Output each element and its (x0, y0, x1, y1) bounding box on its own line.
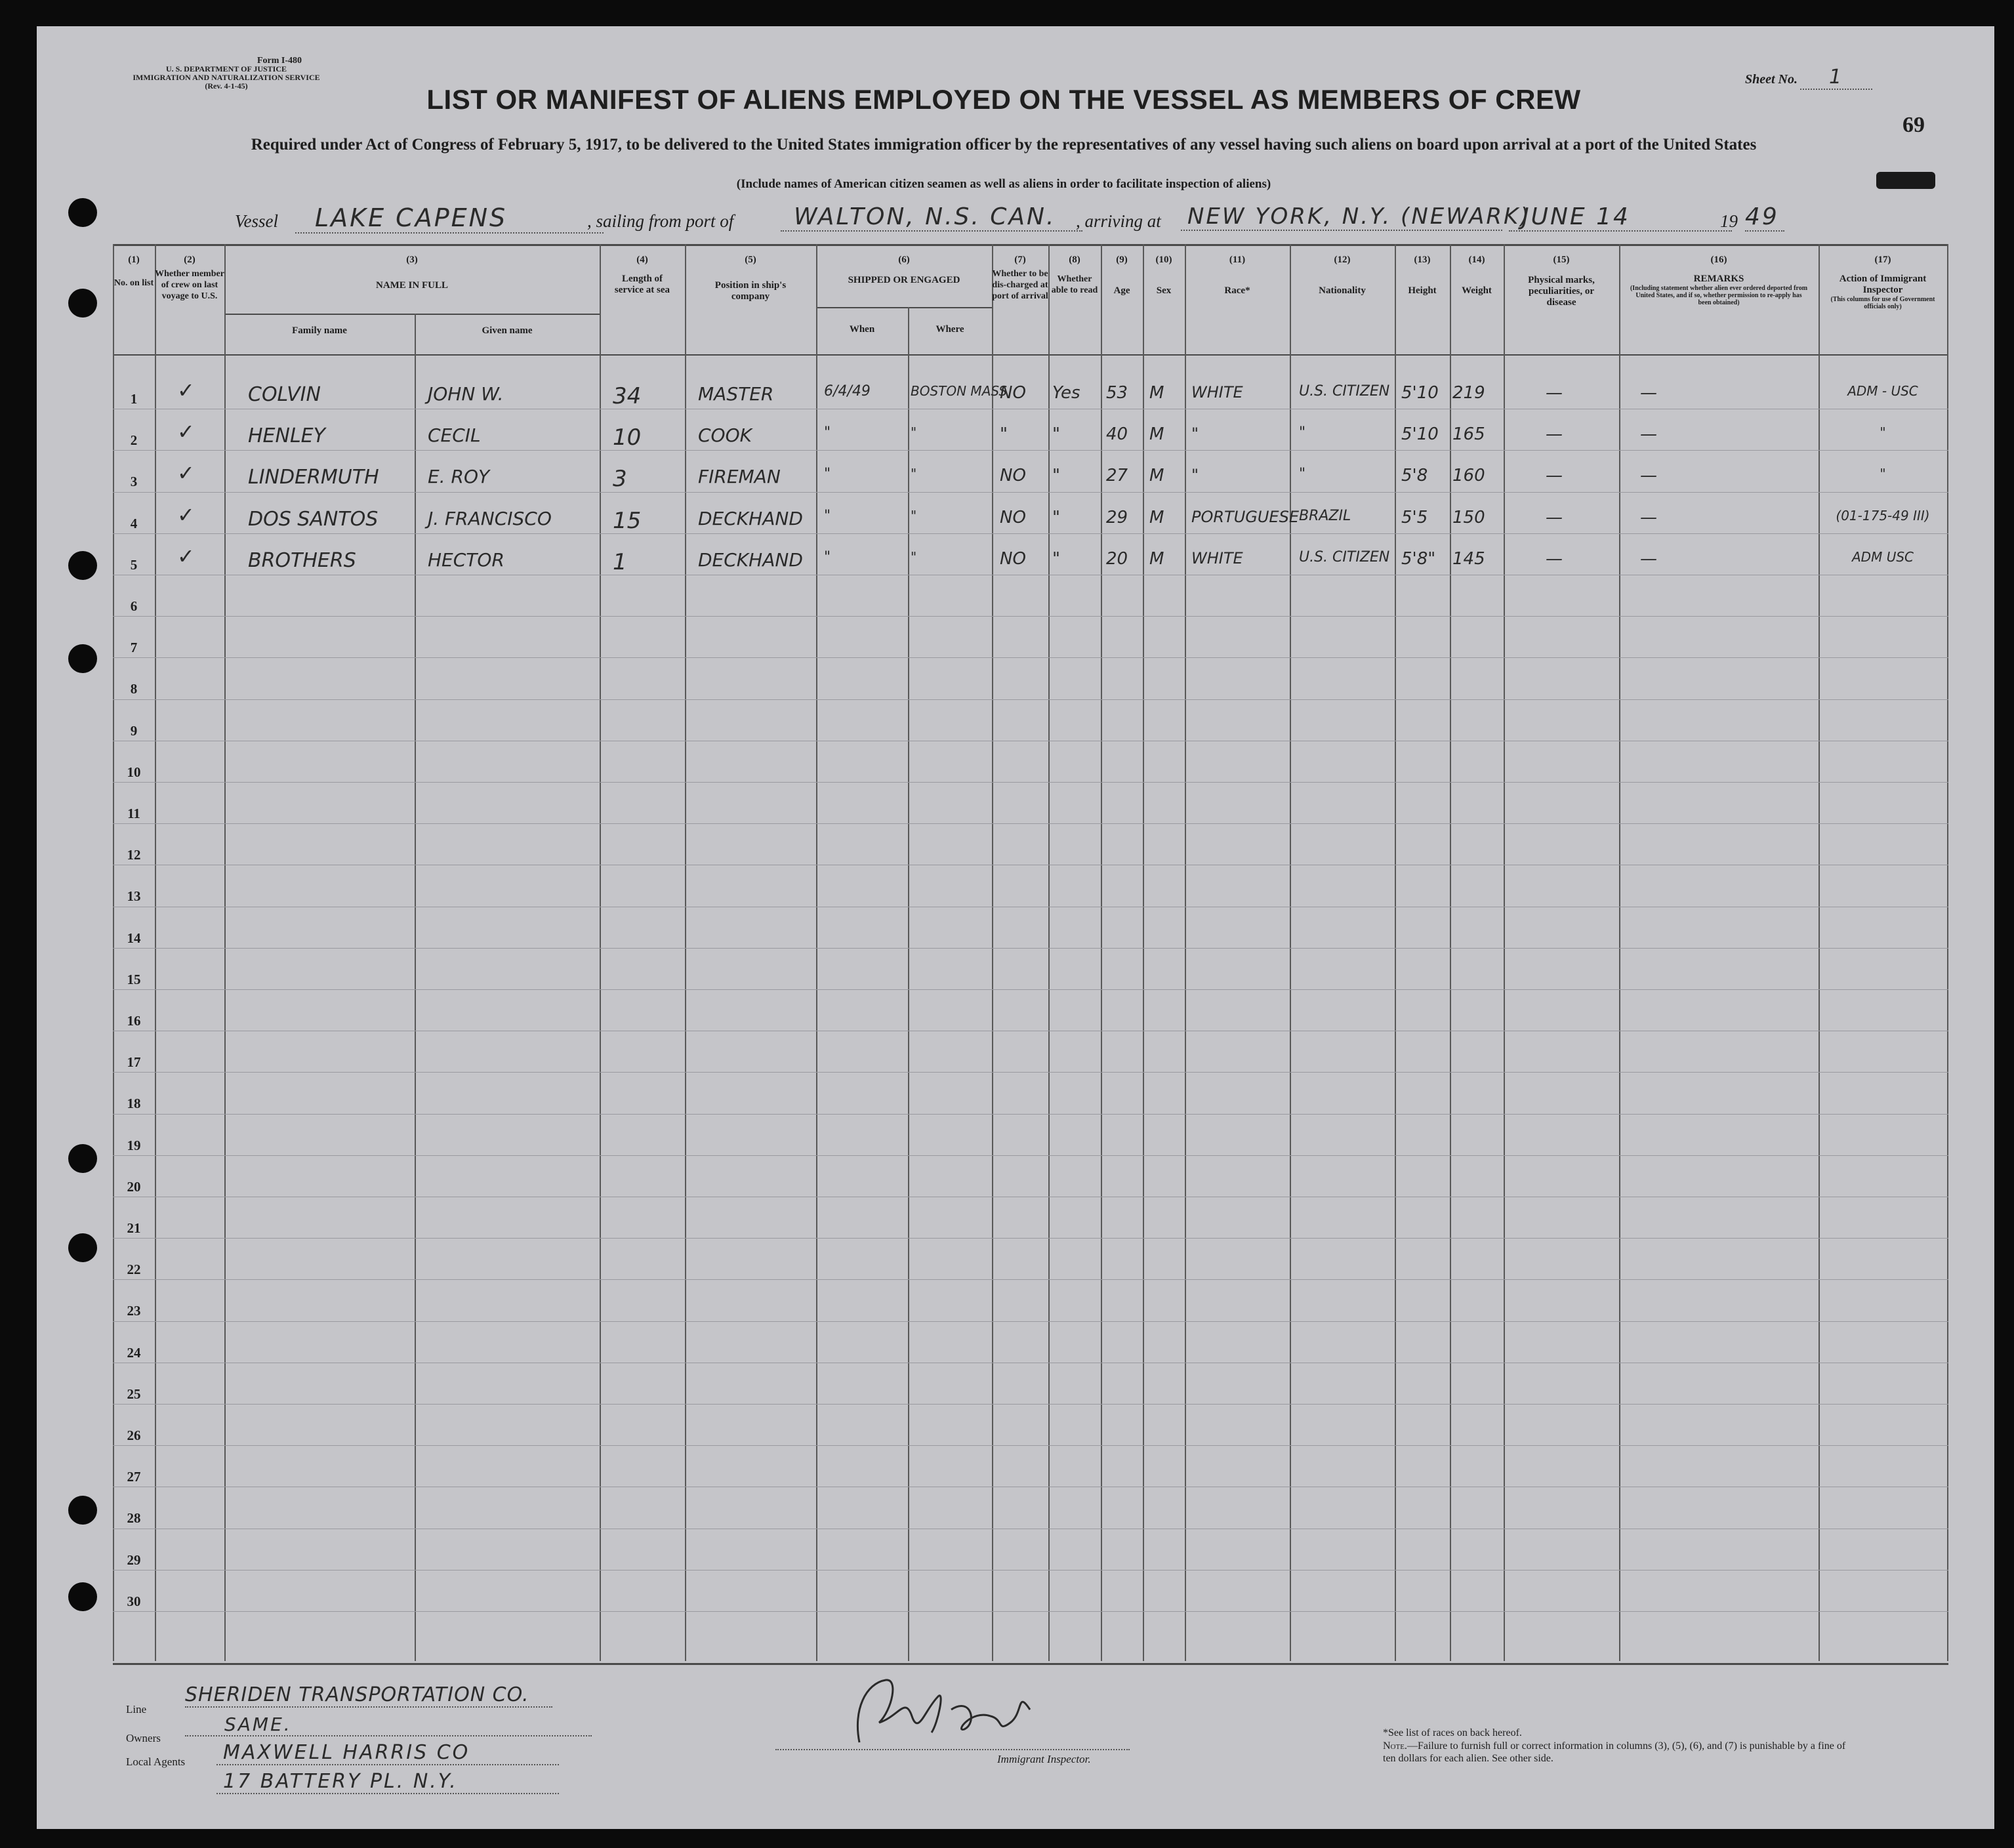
crew-discharged-cell: NO (1000, 508, 1026, 527)
row-number: 7 (130, 640, 138, 655)
column-divider (1450, 244, 1451, 1661)
column-divider (1048, 244, 1050, 1661)
col4-header: (4) Length of service at sea (614, 255, 670, 295)
column-divider (992, 244, 993, 1661)
row-number: 15 (127, 972, 141, 987)
row-rule (113, 1155, 1948, 1156)
binder-hole (68, 1144, 97, 1173)
column-divider (685, 244, 686, 1661)
row-number: 2 (130, 432, 138, 448)
col12-header: (12) Nationality (1319, 255, 1366, 296)
crew-position-cell: DECKHAND (698, 508, 803, 529)
crew-family-cell: DOS SANTOS (248, 508, 379, 531)
crew-given-cell: J. FRANCISCO (428, 508, 552, 529)
binder-hole (68, 289, 97, 318)
crew-read-cell: " (1052, 508, 1060, 527)
row-rule (113, 1238, 1948, 1239)
crew-remarks-cell: — (1640, 383, 1657, 403)
crew-service-cell: 1 (613, 549, 627, 575)
crew-when-cell: " (824, 549, 831, 565)
crew-service-cell: 10 (613, 424, 642, 451)
binder-hole (68, 644, 97, 673)
crew-position-cell: MASTER (698, 383, 774, 405)
crew-weight-cell: 219 (1452, 383, 1485, 403)
col3-given-header: Given name (482, 325, 533, 336)
col7-header: (7) Whether to be dis-charged at port of arrival (992, 255, 1048, 301)
col8-header: (8) Whether able to read (1051, 255, 1098, 295)
row-number: 26 (127, 1427, 141, 1443)
row-number: 21 (127, 1220, 141, 1236)
row-rule (113, 1570, 1948, 1571)
row-rule (113, 1279, 1948, 1280)
row-number: 14 (127, 930, 141, 946)
crew-nationality-cell: " (1299, 466, 1306, 482)
column-divider (600, 244, 601, 1661)
crew-action-cell: " (1880, 466, 1886, 482)
column-divider (816, 244, 817, 1661)
crew-family-cell: HENLEY (248, 424, 325, 447)
row-number: 22 (127, 1262, 141, 1277)
crew-check-cell: ✓ (177, 378, 195, 403)
inspector-signature-line (775, 1749, 1130, 1750)
crew-position-cell: DECKHAND (698, 549, 803, 571)
crew-sex-cell: M (1149, 508, 1164, 527)
crew-service-cell: 15 (613, 508, 642, 534)
binder-hole (68, 1582, 97, 1611)
col9-header: (9) Age (1113, 255, 1130, 296)
crew-marks-cell: — (1546, 383, 1563, 403)
crew-action-cell: (01-175-49 III) (1836, 508, 1930, 524)
col13-header: (13) Height (1408, 255, 1437, 296)
row-number: 1 (130, 391, 138, 407)
row-number: 25 (127, 1386, 141, 1402)
row-rule (113, 1404, 1948, 1405)
crew-read-cell: Yes (1052, 383, 1080, 403)
redaction-mark (1876, 172, 1935, 189)
col2-header: (2) Whether member of crew on last voyage to U.S. (155, 255, 224, 301)
column-divider (1143, 244, 1144, 1661)
include-text: (Include names of American citizen seamen as well as aliens in order to facilitate inspection of aliens) (736, 177, 1271, 191)
row-number: 5 (130, 557, 138, 573)
crew-remarks-cell: — (1640, 466, 1657, 485)
binder-hole (68, 198, 97, 227)
crew-race-cell: WHITE (1191, 383, 1243, 401)
col10-header: (10) Sex (1155, 255, 1172, 296)
line-label: Line (126, 1703, 147, 1715)
note-label: Note. (1383, 1740, 1407, 1752)
crew-nationality-cell: BRAZIL (1299, 508, 1351, 524)
row-rule (113, 1114, 1948, 1115)
row-number: 28 (127, 1510, 141, 1526)
agents-value: MAXWELL HARRIS CO (216, 1741, 559, 1765)
crew-where-cell: " (911, 466, 917, 482)
page-number: 69 (1902, 113, 1925, 137)
penalty-note (1383, 1740, 1855, 1765)
col5-header: (5) Position in ship's company (714, 255, 787, 302)
crew-sex-cell: M (1149, 549, 1164, 569)
crew-when-cell: " (824, 466, 831, 482)
crew-where-cell: " (911, 424, 917, 440)
agents-label: Local Agents (126, 1756, 186, 1768)
races-note: *See list of races on back hereof. (1383, 1727, 1522, 1738)
crew-height-cell: 5'10 (1401, 424, 1439, 444)
year-value: 49 (1745, 203, 1784, 232)
form-number: Form I-480 (257, 56, 302, 66)
shipped-subheader-rule (816, 307, 992, 308)
sheet-value: 1 (1800, 66, 1872, 90)
crew-action-cell: ADM - USC (1847, 383, 1918, 399)
crew-weight-cell: 150 (1452, 508, 1485, 527)
column-divider (1185, 244, 1186, 1661)
crew-age-cell: 29 (1106, 508, 1128, 527)
col3-header: (3) NAME IN FULL (375, 255, 448, 291)
column-divider (155, 244, 156, 1661)
crew-height-cell: 5'10 (1401, 383, 1439, 403)
col1-header: (1) No. on list (113, 255, 154, 288)
row-number: 6 (130, 598, 138, 614)
column-divider (415, 314, 416, 1661)
column-divider (1947, 244, 1948, 1661)
crew-sex-cell: M (1149, 383, 1164, 403)
crew-check-cell: ✓ (177, 461, 195, 485)
vessel-value: LAKE CAPENS (295, 203, 604, 234)
row-rule (113, 1445, 1948, 1446)
row-number: 9 (130, 723, 138, 739)
crew-sex-cell: M (1149, 466, 1164, 485)
crew-service-cell: 34 (613, 383, 642, 409)
crew-service-cell: 3 (613, 466, 627, 492)
crew-height-cell: 5'8 (1401, 466, 1428, 485)
row-number: 13 (127, 888, 141, 904)
row-rule (113, 823, 1948, 824)
row-rule (113, 989, 1948, 990)
crew-family-cell: LINDERMUTH (248, 466, 379, 489)
crew-nationality-cell: " (1299, 424, 1306, 441)
column-divider (224, 244, 226, 1661)
row-number: 23 (127, 1303, 141, 1319)
crew-read-cell: " (1052, 424, 1060, 444)
crew-race-cell: " (1191, 424, 1199, 443)
crew-height-cell: 5'8" (1401, 549, 1436, 569)
crew-when-cell: " (824, 508, 831, 524)
column-divider (1395, 244, 1396, 1661)
row-rule (113, 657, 1948, 658)
column-divider (908, 307, 909, 1661)
col15-header: (15) Physical marks, peculiarities, or disease (1528, 255, 1595, 308)
sailing-value: WALTON, N.S. CAN. (781, 203, 1082, 232)
crew-position-cell: COOK (698, 424, 752, 446)
column-divider (1819, 244, 1820, 1661)
col3-family-header: Family name (292, 325, 347, 336)
crew-nationality-cell: U.S. CITIZEN (1299, 383, 1390, 400)
crew-marks-cell: — (1546, 549, 1563, 569)
owners-value: SAME. (185, 1714, 592, 1736)
crew-action-cell: " (1880, 424, 1886, 440)
crew-check-cell: ✓ (177, 419, 195, 444)
crew-sex-cell: M (1149, 424, 1164, 444)
crew-marks-cell: — (1546, 424, 1563, 444)
row-number: 18 (127, 1096, 141, 1111)
column-divider (1290, 244, 1291, 1661)
row-number: 27 (127, 1469, 141, 1485)
row-rule (113, 450, 1948, 451)
crew-given-cell: HECTOR (428, 549, 504, 571)
crew-weight-cell: 165 (1452, 424, 1485, 444)
column-divider (1101, 244, 1102, 1661)
row-rule (113, 948, 1948, 949)
year-prefix: 19 (1720, 211, 1738, 231)
row-rule (113, 616, 1948, 617)
row-number: 20 (127, 1179, 141, 1195)
col14-header: (14) Weight (1462, 255, 1492, 296)
crew-age-cell: 40 (1106, 424, 1128, 444)
sailing-label: , sailing from port of (587, 211, 734, 231)
name-subheader-rule (224, 314, 600, 315)
row-rule (113, 533, 1948, 534)
crew-race-cell: WHITE (1191, 549, 1243, 567)
crew-age-cell: 20 (1106, 549, 1128, 569)
crew-given-cell: CECIL (428, 424, 481, 446)
crew-check-cell: ✓ (177, 544, 195, 569)
row-number: 10 (127, 764, 141, 780)
crew-action-cell: ADM USC (1852, 549, 1914, 565)
crew-discharged-cell: NO (1000, 466, 1026, 485)
agents-value-address: 17 BATTERY PL. N.Y. (216, 1770, 559, 1794)
crew-when-cell: 6/4/49 (824, 383, 871, 400)
binder-hole (68, 1233, 97, 1262)
binder-hole (68, 551, 97, 580)
crew-read-cell: " (1052, 549, 1060, 569)
date-value: JUNE 14 (1509, 203, 1732, 232)
crew-race-cell: PORTUGUESE (1191, 508, 1299, 526)
row-number: 3 (130, 474, 138, 489)
inspector-signature (840, 1670, 1063, 1756)
inspector-label: Immigrant Inspector. (997, 1753, 1091, 1765)
col6-where-header: Where (935, 324, 964, 335)
service: IMMIGRATION AND NATURALIZATION SERVICE (133, 73, 320, 82)
row-number: 24 (127, 1345, 141, 1361)
crew-family-cell: COLVIN (248, 383, 321, 406)
line-value: SHERIDEN TRANSPORTATION CO. (185, 1683, 552, 1708)
crew-table (113, 244, 1948, 1665)
note-text: —Failure to furnish full or correct information in columns (3), (5), (6), and (7) is punishable by a fine of ten dollars for each alien. See other side. (1383, 1740, 1846, 1764)
row-number: 12 (127, 847, 141, 863)
crew-given-cell: E. ROY (428, 466, 490, 487)
sheet-label: Sheet No. (1745, 72, 1798, 87)
crew-marks-cell: — (1546, 466, 1563, 485)
crew-weight-cell: 160 (1452, 466, 1485, 485)
crew-remarks-cell: — (1640, 424, 1657, 444)
row-number: 30 (127, 1593, 141, 1609)
row-number: 29 (127, 1552, 141, 1568)
col6-when-header: When (849, 324, 875, 335)
crew-check-cell: ✓ (177, 503, 195, 527)
crew-discharged-cell: NO (1000, 383, 1026, 403)
col6-header: (6) SHIPPED OR ENGAGED (848, 255, 960, 285)
row-rule (113, 1611, 1948, 1612)
crew-given-cell: JOHN W. (428, 383, 504, 405)
page-title: LIST OR MANIFEST OF ALIENS EMPLOYED ON THE VESSEL AS MEMBERS OF CREW (426, 84, 1581, 115)
binder-hole (68, 1496, 97, 1525)
row-number: 8 (130, 681, 138, 697)
crew-family-cell: BROTHERS (248, 549, 356, 572)
owners-label: Owners (126, 1732, 161, 1744)
crew-position-cell: FIREMAN (698, 466, 781, 487)
row-number: 16 (127, 1013, 141, 1029)
col17-header: (17) Action of Immigrant Inspector (This columns for use of Government officials only) (1830, 255, 1935, 310)
crew-where-cell: BOSTON MASS (911, 383, 1008, 399)
crew-where-cell: " (911, 549, 917, 565)
vessel-label: Vessel (235, 211, 278, 231)
header-bottom-rule (113, 354, 1948, 356)
crew-discharged-cell: " (1000, 424, 1008, 444)
row-rule (113, 1072, 1948, 1073)
crew-discharged-cell: NO (1000, 549, 1026, 569)
crew-nationality-cell: U.S. CITIZEN (1299, 549, 1390, 565)
column-divider (1619, 244, 1620, 1661)
column-divider (113, 244, 114, 1661)
arriving-value: NEW YORK, N.Y. (NEWARK) (1181, 203, 1502, 231)
row-rule (113, 782, 1948, 783)
row-number: 4 (130, 516, 138, 531)
column-divider (1504, 244, 1505, 1661)
crew-height-cell: 5'5 (1401, 508, 1428, 527)
department: U. S. DEPARTMENT OF JUSTICE (165, 64, 287, 73)
crew-weight-cell: 145 (1452, 549, 1485, 569)
crew-read-cell: " (1052, 466, 1060, 485)
row-number: 19 (127, 1138, 141, 1153)
row-rule (113, 492, 1948, 493)
row-rule (113, 699, 1948, 700)
crew-marks-cell: — (1546, 508, 1563, 527)
crew-age-cell: 27 (1106, 466, 1128, 485)
crew-race-cell: " (1191, 466, 1199, 484)
crew-remarks-cell: — (1640, 508, 1657, 527)
row-rule (113, 1321, 1948, 1322)
revision: (Rev. 4-1-45) (205, 81, 248, 91)
requirement-text: Required under Act of Congress of February 5, 1917, to be delivered to the United States immigration officer by the representatives of any vessel having such aliens on board upon arrival at a port of the United States (251, 136, 1757, 154)
col11-header: (11) Race* (1224, 255, 1250, 296)
crew-age-cell: 53 (1106, 383, 1128, 403)
crew-when-cell: " (824, 424, 831, 441)
crew-where-cell: " (911, 508, 917, 524)
row-number: 17 (127, 1054, 141, 1070)
arriving-label: , arriving at (1076, 211, 1161, 231)
col16-header: (16) REMARKS (Including statement whether alien ever ordered deported from United States, and if so, whether permission to re-apply has been obtained) (1630, 255, 1808, 306)
row-number: 11 (127, 806, 140, 821)
crew-remarks-cell: — (1640, 549, 1657, 569)
